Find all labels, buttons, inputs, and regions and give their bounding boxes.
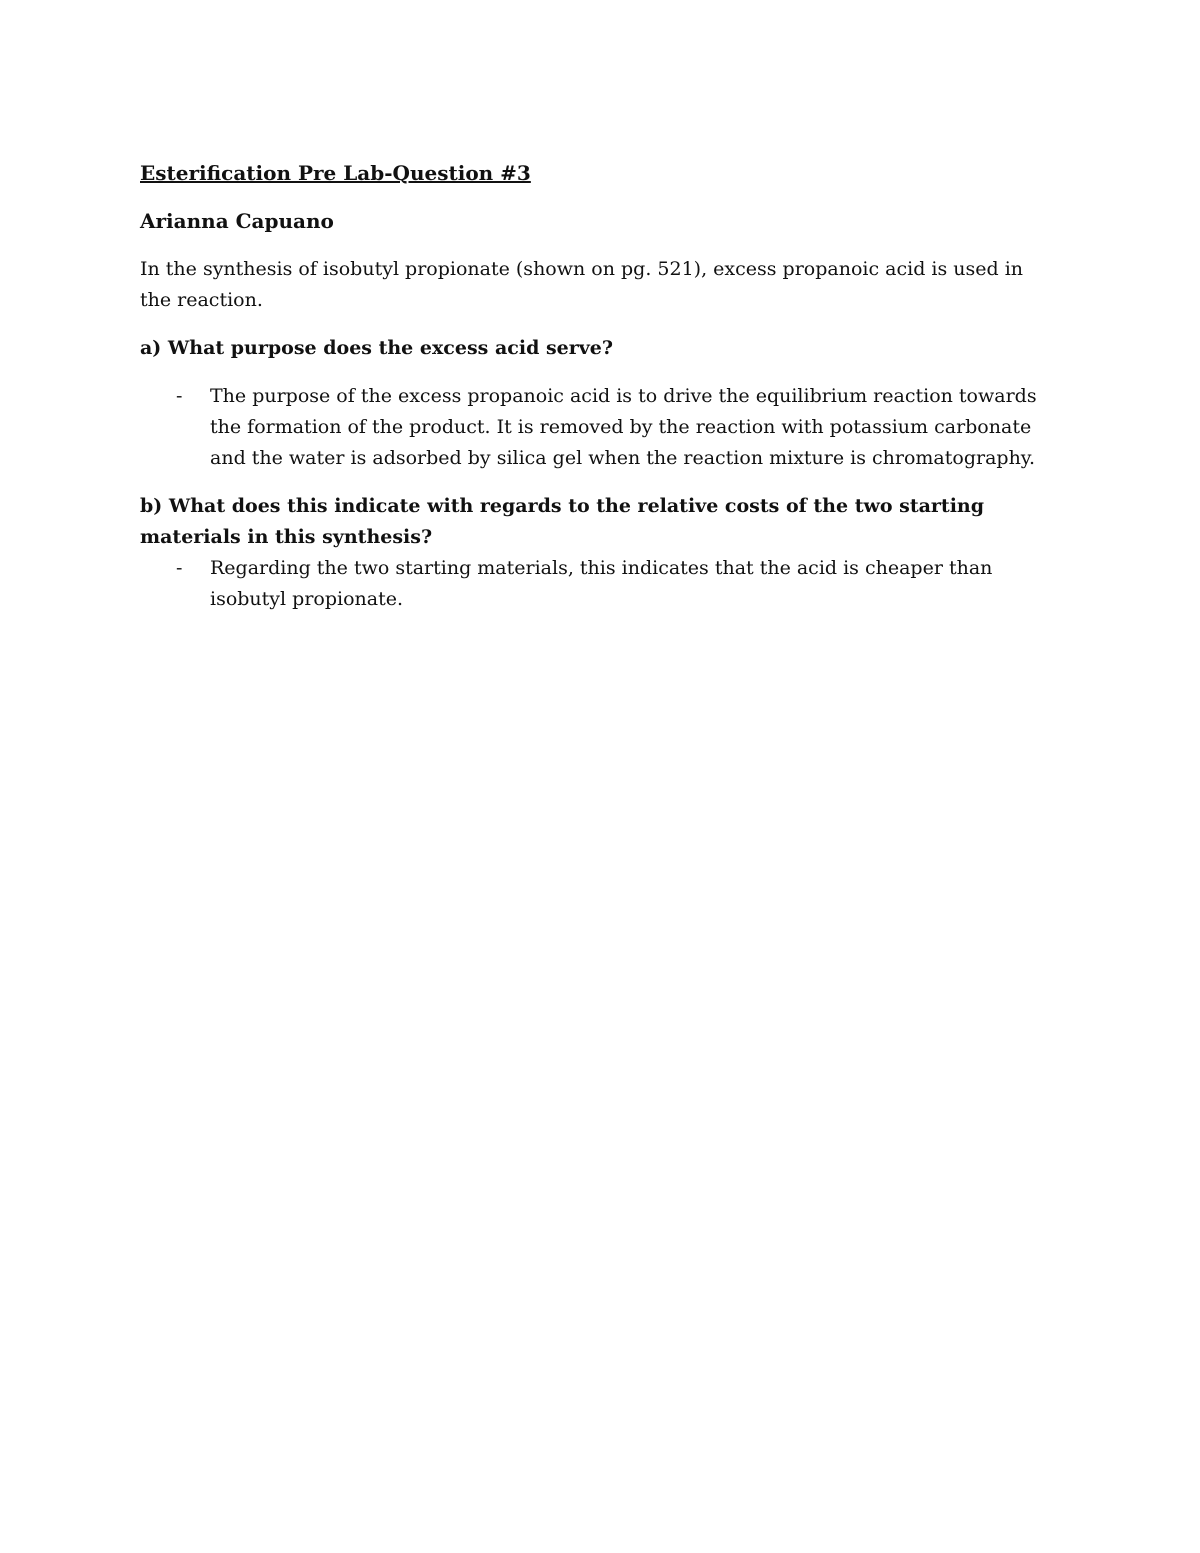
question-b: b) What does this indicate with regards to the relative costs of the two starting materials in this synthesis? <box>140 495 985 548</box>
document-title: Esterification Pre Lab-Question #3 <box>140 161 531 185</box>
intro-paragraph: In the synthesis of isobutyl propionate (shown on pg. 521), excess propanoic acid is used in the reaction. <box>140 258 1024 311</box>
answer-a-text: The purpose of the excess propanoic acid is to drive the equilibrium reaction towards the formation of the product. It is removed by the reaction with potassium carbonate and the water is adsorbed by silica gel when the reaction mixture is chromatography. <box>210 385 1037 469</box>
answer-a <box>140 381 1060 474</box>
author-name: Arianna Capuano <box>140 209 334 233</box>
document-page <box>140 158 1060 632</box>
answer-a-bullet: - <box>176 385 183 407</box>
answer-b <box>140 553 1060 615</box>
question-a: a) What purpose does the excess acid serve? <box>140 337 614 359</box>
answer-b-bullet: - <box>176 557 183 579</box>
answer-b-text: Regarding the two starting materials, this indicates that the acid is cheaper than isobutyl propionate. <box>210 557 993 610</box>
